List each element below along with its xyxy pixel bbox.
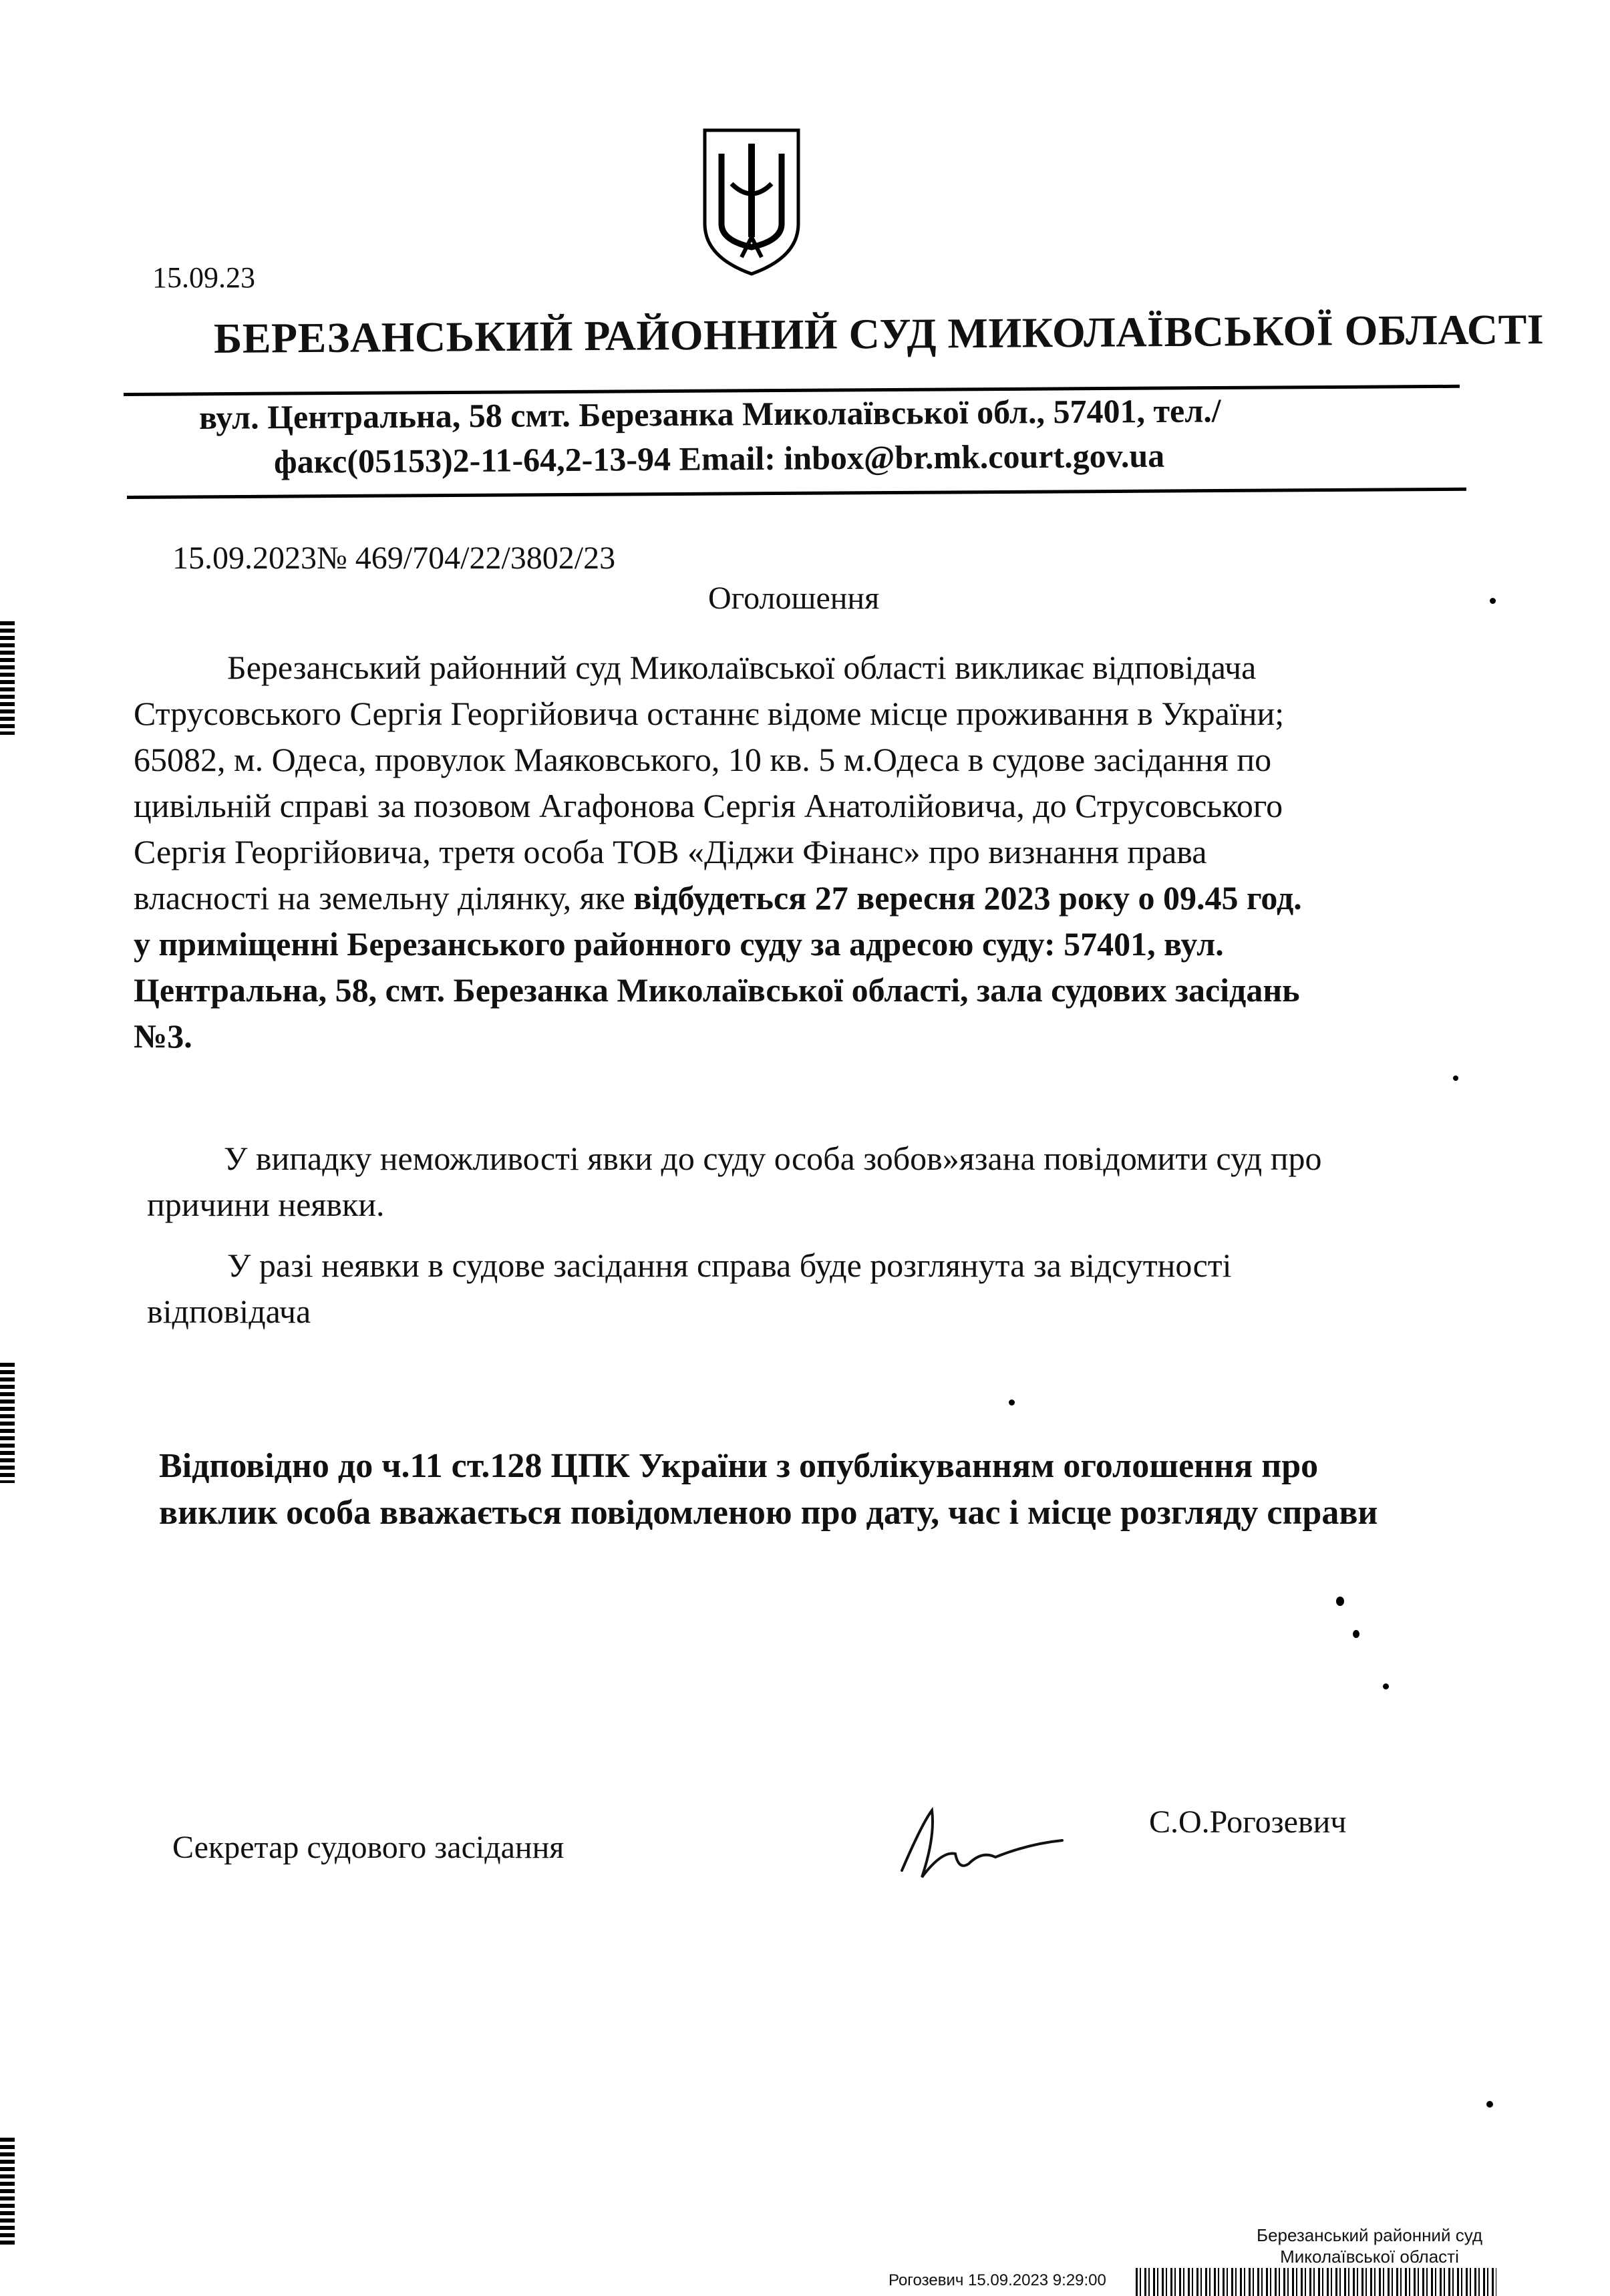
handwritten-signature-icon	[895, 1797, 1069, 1891]
scan-speck	[1353, 1630, 1359, 1638]
court-address-line2: факс(05153)2-11-64,2-13-94 Email: inbox@br.mk.court.gov.ua	[273, 436, 1165, 480]
paragraph-line-bold: Центральна, 58, смт. Березанка Миколаївської області, зала судових засідань	[134, 971, 1300, 1009]
scan-speck	[1453, 1076, 1458, 1081]
scan-speck	[1486, 2101, 1493, 2108]
registration-number: 15.09.2023№ 469/704/22/3802/23	[172, 540, 616, 576]
paragraph-line: У разі неявки в судове засідання справа буде розглянута за відсутності	[227, 1247, 1232, 1284]
electronic-stamp	[1243, 2225, 1496, 2267]
paragraph-line	[134, 875, 1302, 921]
scan-speck	[1009, 1400, 1015, 1406]
paragraph-line: причини неявки.	[147, 1186, 385, 1223]
paragraph-line: Струсовського Сергія Георгійовича останнє відоме місце проживання в України;	[134, 695, 1285, 732]
coat-of-arms-icon	[691, 124, 812, 277]
header-divider-bottom	[127, 488, 1466, 499]
scan-edge-mark	[0, 2138, 15, 2245]
document-date: 15.09.23	[152, 261, 255, 294]
paragraph-legal-basis	[159, 1443, 1378, 1536]
court-name: БЕРЕЗАНСЬКИЙ РАЙОННИЙ СУД МИКОЛАЇВСЬКОЇ ОБЛАСТІ	[213, 305, 1545, 362]
scan-edge-mark	[0, 621, 15, 735]
stamp-court-line: Березанський районний суд	[1257, 2225, 1482, 2245]
paragraph-line-bold: №3.	[134, 1017, 192, 1055]
court-address-line1: вул. Центральна, 58 смт. Березанка Миколаївської обл., 57401, тел./	[198, 391, 1221, 436]
paragraph-line: відповідача	[147, 1293, 311, 1330]
document-heading: Оголошення	[708, 581, 880, 616]
barcode	[1136, 2268, 1496, 2296]
paragraph-line-bold: у приміщенні Березанського районного суду за адресою суду: 57401, вул.	[134, 925, 1224, 963]
stamp-region-line: Миколаївської області	[1280, 2247, 1459, 2267]
paragraph-consequence	[147, 1243, 1232, 1335]
scan-speck	[1490, 598, 1496, 604]
paragraph-absence-notice	[147, 1136, 1322, 1228]
paragraph-line: У випадку неможливості явки до суду особа зобов»язана повідомити суд про	[224, 1140, 1322, 1177]
paragraph-line: Сергія Георгійовича, третя особа ТОВ «Діджи Фінанс» про визнання права	[134, 833, 1207, 870]
paragraph-line-bold: виклик особа вважається повідомленою про дату, час і місце розгляду справи	[159, 1494, 1378, 1532]
scan-speck	[1336, 1597, 1344, 1606]
signer-name: С.О.Рогозевич	[1149, 1804, 1347, 1840]
stamp-signed-by: Рогозевич 15.09.2023 9:29:00	[889, 2271, 1106, 2289]
paragraph-line: Березанський районний суд Миколаївської області викликає відповідача	[227, 649, 1257, 686]
paragraph-summons	[134, 645, 1302, 1059]
signer-position: Секретар судового засідання	[172, 1830, 565, 1865]
hearing-date: відбудеться 27 вересня 2023 року о 09.45 год.	[633, 879, 1302, 917]
paragraph-line: цивільній справі за позовом Агафонова Сергія Анатолійовича, до Струсовського	[134, 787, 1283, 824]
paragraph-line: 65082, м. Одеса, провулок Маяковського, 10 кв. 5 м.Одеса в судове засідання по	[134, 741, 1272, 778]
scan-edge-mark	[0, 1363, 15, 1483]
paragraph-line-bold: Відповідно до ч.11 ст.128 ЦПК України з опублікуванням оголошення про	[159, 1447, 1319, 1485]
scan-speck	[1383, 1683, 1389, 1689]
paragraph-line-regular: власності на земельну ділянку, яке	[134, 879, 634, 917]
